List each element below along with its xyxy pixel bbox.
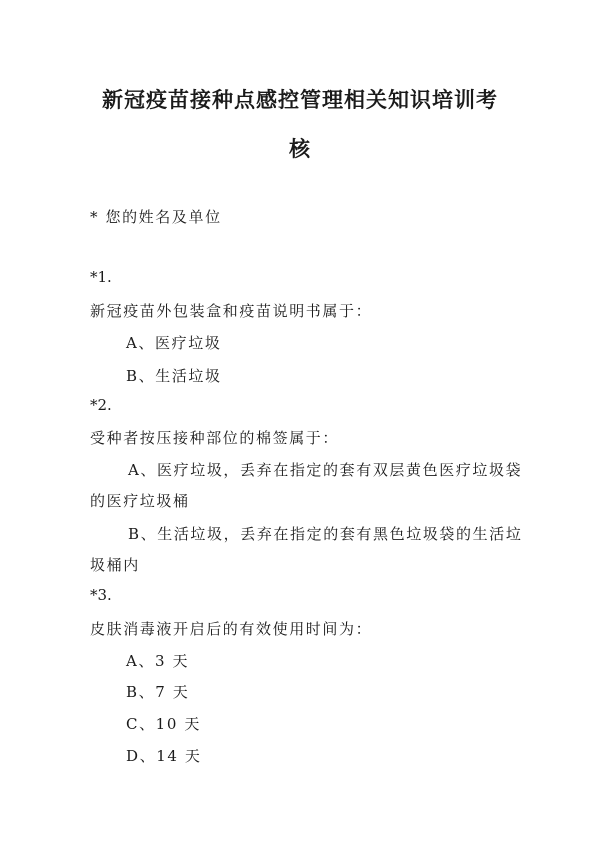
question-1-option-a: A、医疗垃圾 [126, 334, 222, 352]
document-title-line-1: 新冠疫苗接种点感控管理相关知识培训考 [102, 88, 498, 112]
document-title-line-2: 核 [289, 137, 311, 161]
question-3-number: *3. [90, 586, 112, 604]
question-3-option-c: C、10 天 [126, 715, 201, 733]
question-2-option-b-line-1: B、生活垃圾，丢弃在指定的套有黑色垃圾袋的生活垃 [128, 525, 523, 543]
question-3-text: 皮肤消毒液开启后的有效使用时间为： [90, 620, 373, 638]
question-3-option-d: D、14 天 [126, 747, 202, 765]
question-2-option-a-line-2: 的医疗垃圾桶 [90, 492, 190, 510]
name-prompt: * 您的姓名及单位 [90, 208, 222, 226]
question-3-option-b: B、7 天 [126, 683, 190, 701]
question-1-number: *1. [90, 268, 112, 286]
question-2-option-b-line-2: 圾桶内 [90, 556, 140, 574]
question-1-option-b: B、生活垃圾 [126, 367, 222, 385]
question-1-text: 新冠疫苗外包装盒和疫苗说明书属于： [90, 302, 373, 320]
question-2-option-a-line-1: A、医疗垃圾，丢弃在指定的套有双层黄色医疗垃圾袋 [128, 461, 523, 479]
question-2-text: 受种者按压接种部位的棉签属于： [90, 429, 340, 447]
question-3-option-a: A、3 天 [126, 652, 190, 670]
question-2-number: *2. [90, 396, 112, 414]
